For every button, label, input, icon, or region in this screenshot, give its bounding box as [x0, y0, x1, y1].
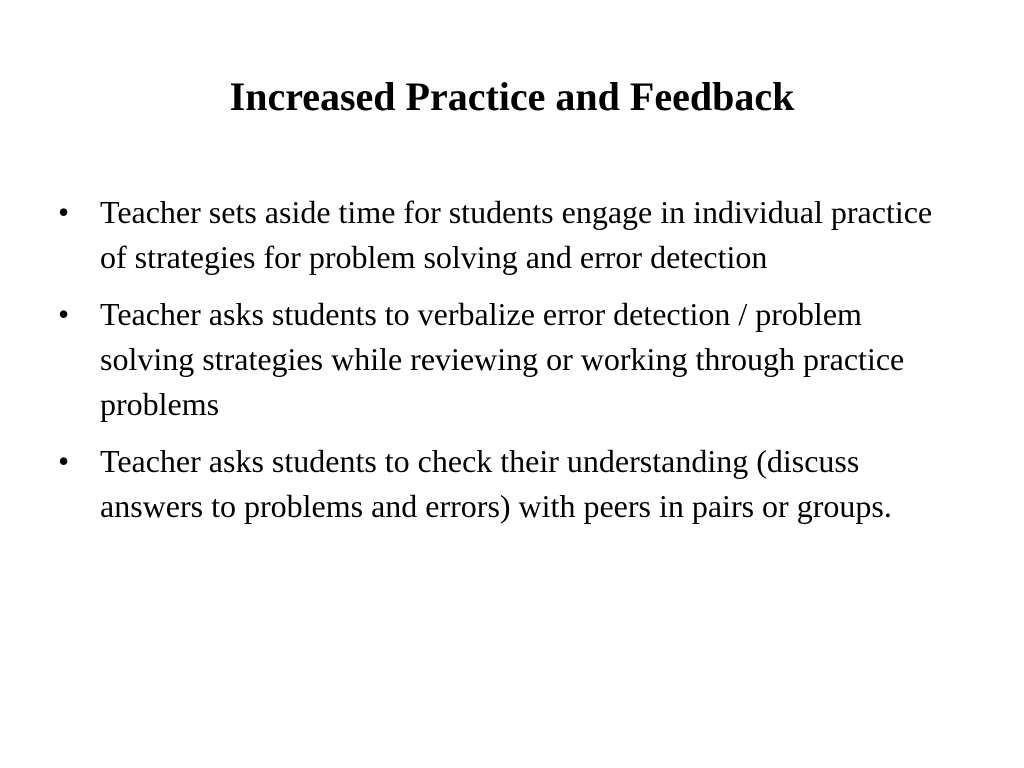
bullet-item: [58, 439, 958, 529]
bullet-list: [58, 190, 958, 541]
bullet-text: Teacher asks students to verbalize error detection / problem solving strategies while reviewing or working through practice problems: [100, 296, 905, 422]
bullet-text: Teacher asks students to check their understanding (discuss answers to problems and errors) with peers in pairs or groups.: [100, 443, 892, 524]
bullet-icon: •: [58, 443, 70, 479]
slide-title: Increased Practice and Feedback: [229, 74, 795, 119]
bullet-item: [58, 292, 958, 427]
bullet-icon: •: [58, 296, 70, 332]
bullet-item: [58, 190, 958, 280]
bullet-text: Teacher sets aside time for students engage in individual practice of strategies for problem solving and error detection: [100, 194, 933, 275]
bullet-icon: •: [58, 194, 70, 230]
